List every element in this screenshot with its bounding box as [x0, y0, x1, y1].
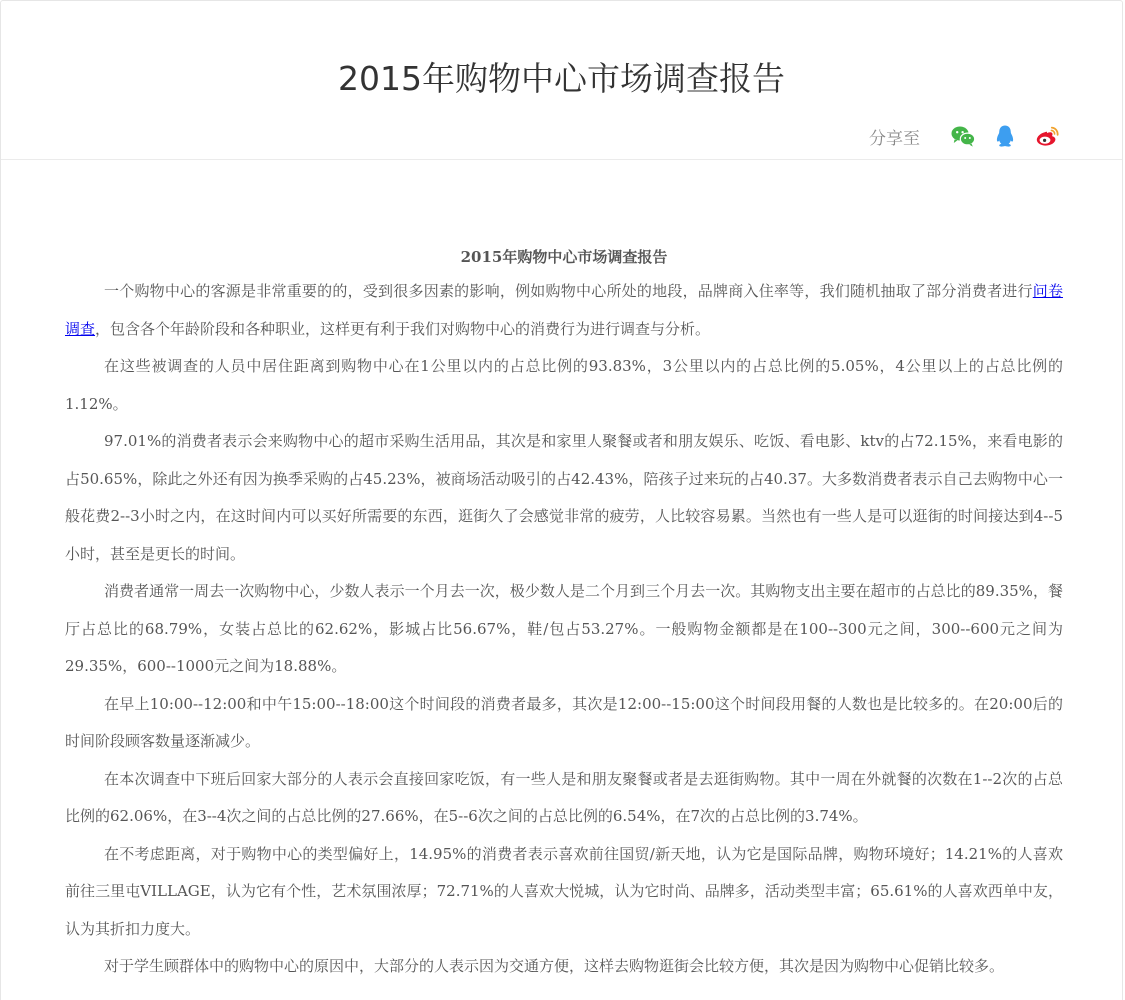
paragraph-1-text-a: 一个购物中心的客源是非常重要的的，受到很多因素的影响，例如购物中心所处的地段，品牌商入住率等，我们随机抽取了部分消费者进行 — [104, 282, 1033, 300]
paragraph-6: 在本次调查中下班后回家大部分的人表示会直接回家吃饭，有一些人是和朋友聚餐或者是去逛街购物。其中一周在外就餐的次数在1--2次的占总比例的62.06%，在3--4次之间的占总比例的27.66%，在5--6次之间的占总比例的6.54%，在7次的占总比例的3.74%。 — [65, 769, 1063, 825]
paragraph-7: 在不考虑距离，对于购物中心的类型偏好上，14.95%的消费者表示喜欢前往国贸/新天地，认为它是国际品牌，购物环境好；14.21%的人喜欢前往三里屯VILLAGE，认为它有个性，艺术氛围浓厚；72.71%的人喜欢大悦城，认为它时尚、品牌多，活动类型丰富；65.61%的人喜欢西单中友，认为其折扣力度大。 — [65, 844, 1063, 938]
wechat-icon[interactable] — [950, 123, 976, 149]
article-content — [65, 243, 1063, 986]
qq-icon[interactable] — [992, 123, 1018, 149]
paragraph-3: 97.01%的消费者表示会来购物中心的超市采购生活用品，其次是和家里人聚餐或者和朋友娱乐、吃饭、看电影、ktv的占72.15%，来看电影的占50.65%，除此之外还有因为换季采购的占45.23%，被商场活动吸引的占42.43%，陪孩子过来玩的占40.37。大多数消费者表示自己去购物中心一般花费2--3小时之内，在这时间内可以买好所需要的东西，逛街久了会感觉非常的疲劳，人比较容易累。当然也有一些人是可以逛街的时间接达到4--5小时，甚至是更长的时间。 — [65, 432, 1063, 563]
weibo-icon[interactable] — [1034, 123, 1060, 149]
paragraph-1-text-b: ，包含各个年龄阶段和各种职业，这样更有利于我们对购物中心的消费行为进行调查与分析。 — [95, 319, 711, 338]
share-bar — [869, 123, 1060, 149]
page-title: 2015年购物中心市场调查报告 — [338, 59, 785, 98]
share-label: 分享至 — [869, 128, 920, 149]
paragraph-4: 消费者通常一周去一次购物中心，少数人表示一个月去一次，极少数人是二个月到三个月去一次。其购物支出主要在超市的占总比的89.35%，餐厅占总比的68.79%，女装占总比的62.62%，影城占比56.67%，鞋/包占53.27%。一般购物金额都是在100--300元之间，300--600元之间为29.35%，600--1000元之间为18.88%。 — [65, 582, 1063, 675]
paragraph-2: 在这些被调查的人员中居住距离到购物中心在1公里以内的占总比例的93.83%，3公里以内的占总比例的5.05%，4公里以上的占总比例的1.12%。 — [65, 357, 1063, 413]
paragraph-8: 对于学生顾群体中的购物中心的原因中，大部分的人表示因为交通方便，这样去购物逛街会比较方便，其次是因为购物中心促销比较多。 — [104, 957, 1005, 975]
header — [1, 1, 1122, 160]
paragraph-1 — [65, 273, 1063, 348]
survey-link[interactable]: 问卷调查 — [65, 282, 1063, 338]
document-title: 2015年购物中心市场调查报告 — [460, 248, 668, 266]
paragraph-5: 在早上10:00--12:00和中午15:00--18:00这个时间段的消费者最多，其次是12:00--15:00这个时间段用餐的人数也是比较多的。在20:00后的时间阶段顾客数量逐渐减少。 — [65, 694, 1063, 750]
